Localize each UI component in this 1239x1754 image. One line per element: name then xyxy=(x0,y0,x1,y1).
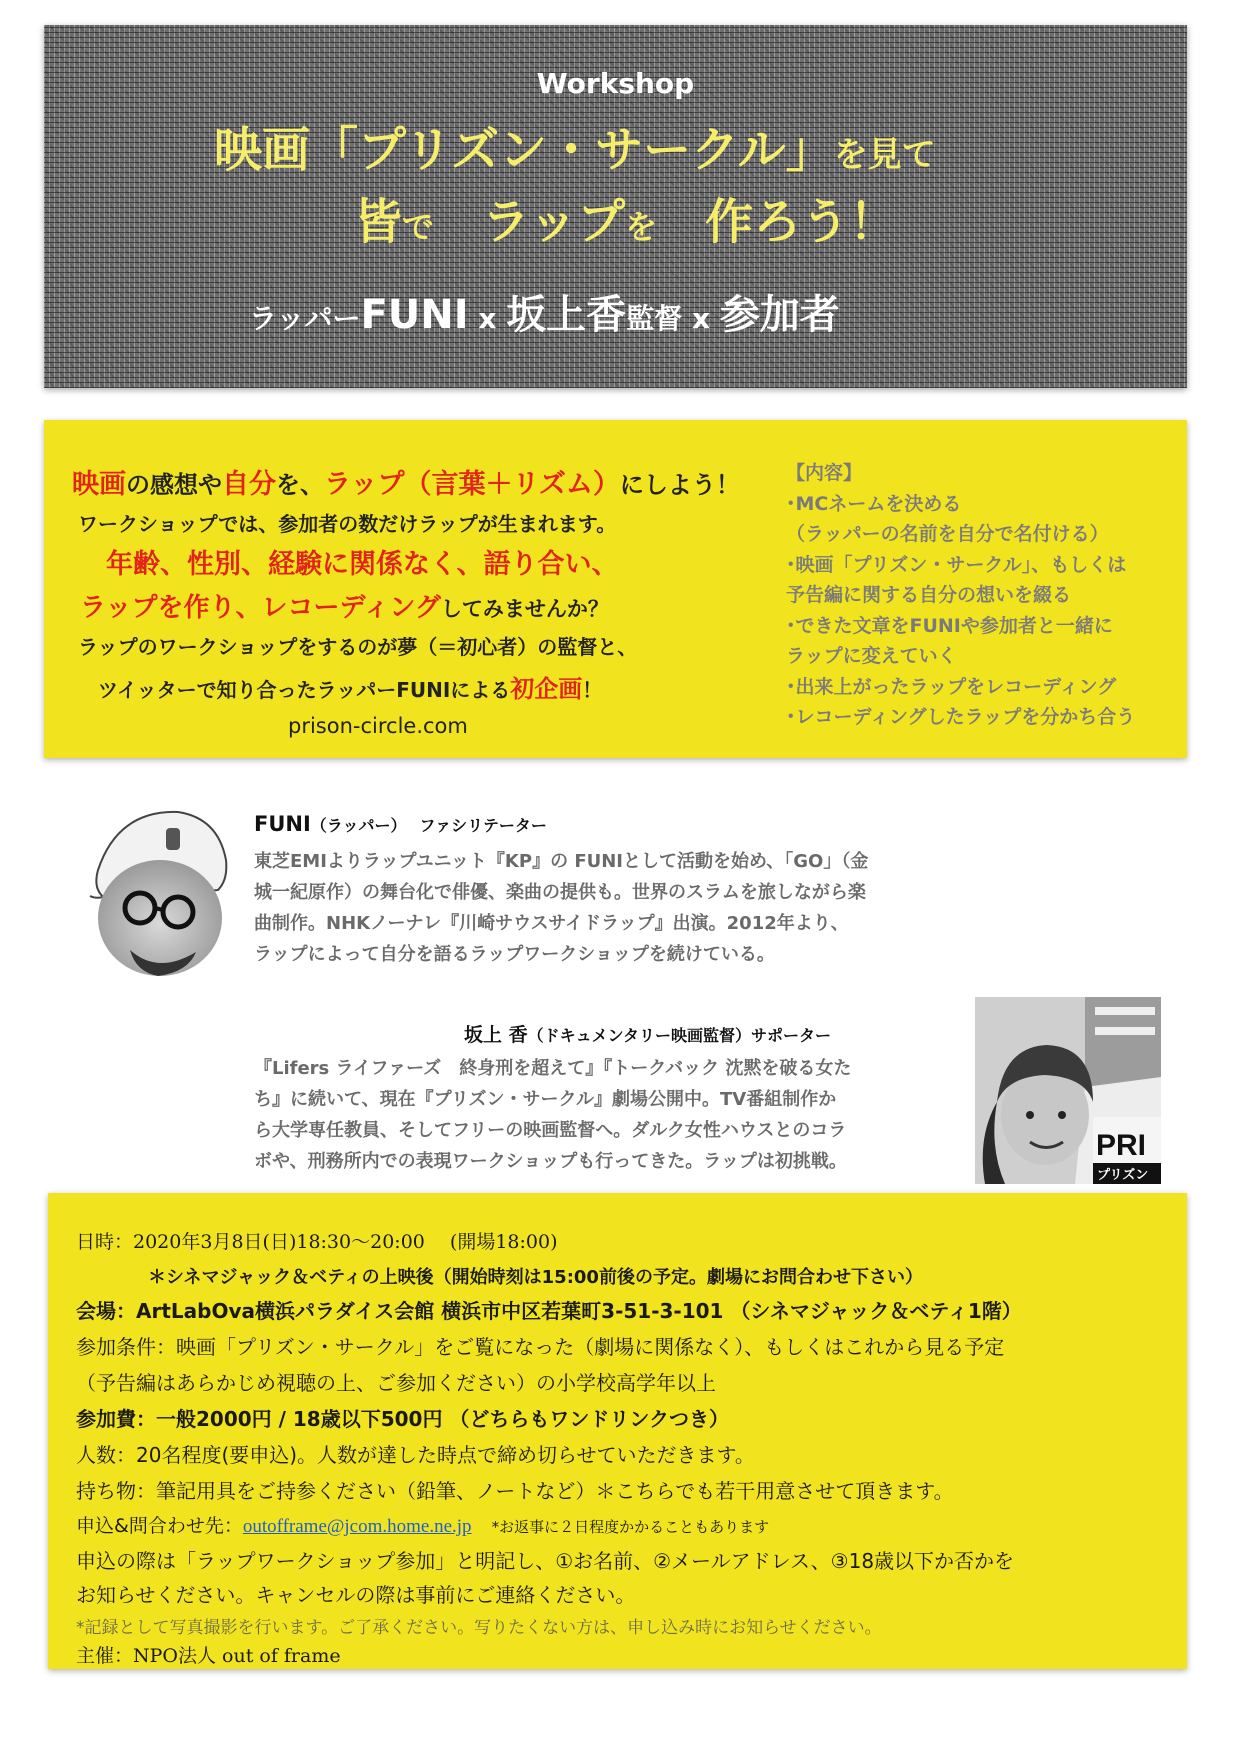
intro-line-2: ワークショップでは、参加者の数だけラップが生まれます。 xyxy=(78,512,617,536)
application-instructions: 申込の際は「ラップワークショップ参加」と明記し、①お名前、②メールアドレス、③18歳以下か否かを xyxy=(76,1549,1015,1573)
workshop-contents-list xyxy=(786,458,1181,733)
organizer: 主催：NPO法人 out of frame xyxy=(76,1645,341,1667)
funi-heading: FUNI（ラッパー） ファシリテーター xyxy=(254,812,547,836)
sakagami-portrait xyxy=(975,997,1161,1184)
contents-item: 予告編に関する自分の想いを綴る xyxy=(786,584,1072,606)
participation-condition: 参加条件：映画「プリズン・サークル」をご覧になった（劇場に関係なく）、もしくはこれから見る予定 xyxy=(76,1335,1005,1359)
poster-subtext: プリズン xyxy=(1097,1168,1149,1183)
intro-line-1: 映画の感想や自分を、ラップ（言葉＋リズム）にしよう！ xyxy=(72,469,740,500)
bio-line: ラップによって自分を語るラップワークショップを続けている。 xyxy=(254,944,775,965)
intro-line-5: ラップのワークショップをするのが夢（＝初心者）の監督と、 xyxy=(78,635,638,659)
participation-condition-2: （予告編はあらかじめ視聴の上、ご参加ください）の小学校高学年以上 xyxy=(76,1371,716,1395)
funi-portrait xyxy=(78,800,230,984)
participation-fee: 参加費：一般2000円 / 18歳以下500円 （どちらもワンドリンクつき） xyxy=(76,1407,730,1431)
contact-email-link[interactable]: outofframe@jcom.home.ne.jp xyxy=(242,1516,472,1537)
bio-line: ち』に続いて、現在『プリズン・サークル』劇場公開中。TV番組制作か xyxy=(254,1089,837,1110)
title-line-2: 皆で ラップを 作ろう！ xyxy=(354,194,898,250)
intro-box xyxy=(44,420,1187,758)
workshop-kicker: Workshop xyxy=(536,67,695,100)
event-date-note: ＊シネマジャック＆ベティの上映後（開始時刻は15:00前後の予定。劇場にお問合わせ下さい） xyxy=(148,1267,923,1288)
contact-line: 申込&問合わせ先：outofframe@jcom.home.ne.jp *お返事に２日程度かかることもあります xyxy=(76,1515,770,1537)
bio-line: ら大学専任教員、そしてフリーの映画監督へ。ダルク女性ハウスとのコラ xyxy=(254,1120,847,1141)
bio-line: 曲制作。NHKノーナレ『川崎サウスサイドラップ』出演。2012年より、 xyxy=(254,913,849,934)
sakagami-heading: 坂上 香（ドキュメンタリー映画監督）サポーター xyxy=(464,1024,832,1046)
intro-line-3: 年齢、性別、経験に関係なく、語り合い、 xyxy=(106,549,619,580)
event-details-box xyxy=(48,1193,1187,1669)
contents-item: ･できた文章をFUNIや参加者と一緒に xyxy=(786,614,1113,637)
contents-item: ･レコーディングしたラップを分かち合う xyxy=(786,706,1136,728)
intro-line-4: ラップを作り、レコーディングしてみませんか？ xyxy=(80,593,609,623)
contents-item: ラップに変えていく xyxy=(786,645,957,667)
cast-line: ラッパーFUNI x 坂上香監督 x 参加者 xyxy=(249,292,840,338)
poster-text: PRI xyxy=(1096,1129,1147,1162)
bio-line: 城一紀原作）の舞台化で俳優、楽曲の提供も。世界のスラムを旅しながら楽 xyxy=(254,882,866,903)
funi-bio xyxy=(254,846,966,970)
header-banner xyxy=(44,25,1187,388)
contents-item: ･映画「プリズン・サークル」、もしくは xyxy=(786,553,1127,576)
bio-line: 『Lifers ライファーズ 終身刑を超えて』『トークバック 沈黙を破る女た xyxy=(254,1058,852,1079)
items-to-bring: 持ち物：筆記用具をご持参ください（鉛筆、ノートなど）＊こちらでも若干用意させて頂きます。 xyxy=(76,1479,954,1503)
contents-item: ･出来上がったラップをレコーディング xyxy=(786,675,1117,698)
title-line-1: 映画「プリズン・サークル」を見て xyxy=(214,122,936,178)
application-instructions-2: お知らせください。キャンセルの際は事前にご連絡ください。 xyxy=(76,1583,636,1607)
contents-item: ･MCネームを決める xyxy=(786,492,962,515)
sakagami-bio xyxy=(254,1053,966,1177)
capacity: 人数：20名程度(要申込)。人数が達した時点で締め切らせていただきます。 xyxy=(76,1443,755,1467)
bio-line: 東芝EMIよりラップユニット『KP』の FUNIとして活動を始め、「GO」（金 xyxy=(254,851,869,872)
bio-line: ボや、刑務所内での表現ワークショップも行ってきた。ラップは初挑戦。 xyxy=(254,1151,847,1172)
contents-item: （ラッパーの名前を自分で名付ける） xyxy=(786,523,1109,545)
event-date: 日時：2020年3月8日(日)18:30〜20:00 (開場18:00) xyxy=(76,1231,558,1253)
photo-notice: *記録として写真撮影を行います。ご了承ください。写りたくない方は、申し込み時にお知らせください。 xyxy=(76,1618,882,1638)
event-venue: 会場：ArtLabOva横浜パラダイス会館 横浜市中区若葉町3-51-3-101 （シネマジャック＆ベティ1階） xyxy=(76,1299,1022,1323)
website-url[interactable]: prison-circle.com xyxy=(288,714,468,738)
contents-heading: 【内容】 xyxy=(786,462,863,484)
intro-line-6: ツイッターで知り合ったラッパーFUNIによる初企画！ xyxy=(98,675,603,703)
